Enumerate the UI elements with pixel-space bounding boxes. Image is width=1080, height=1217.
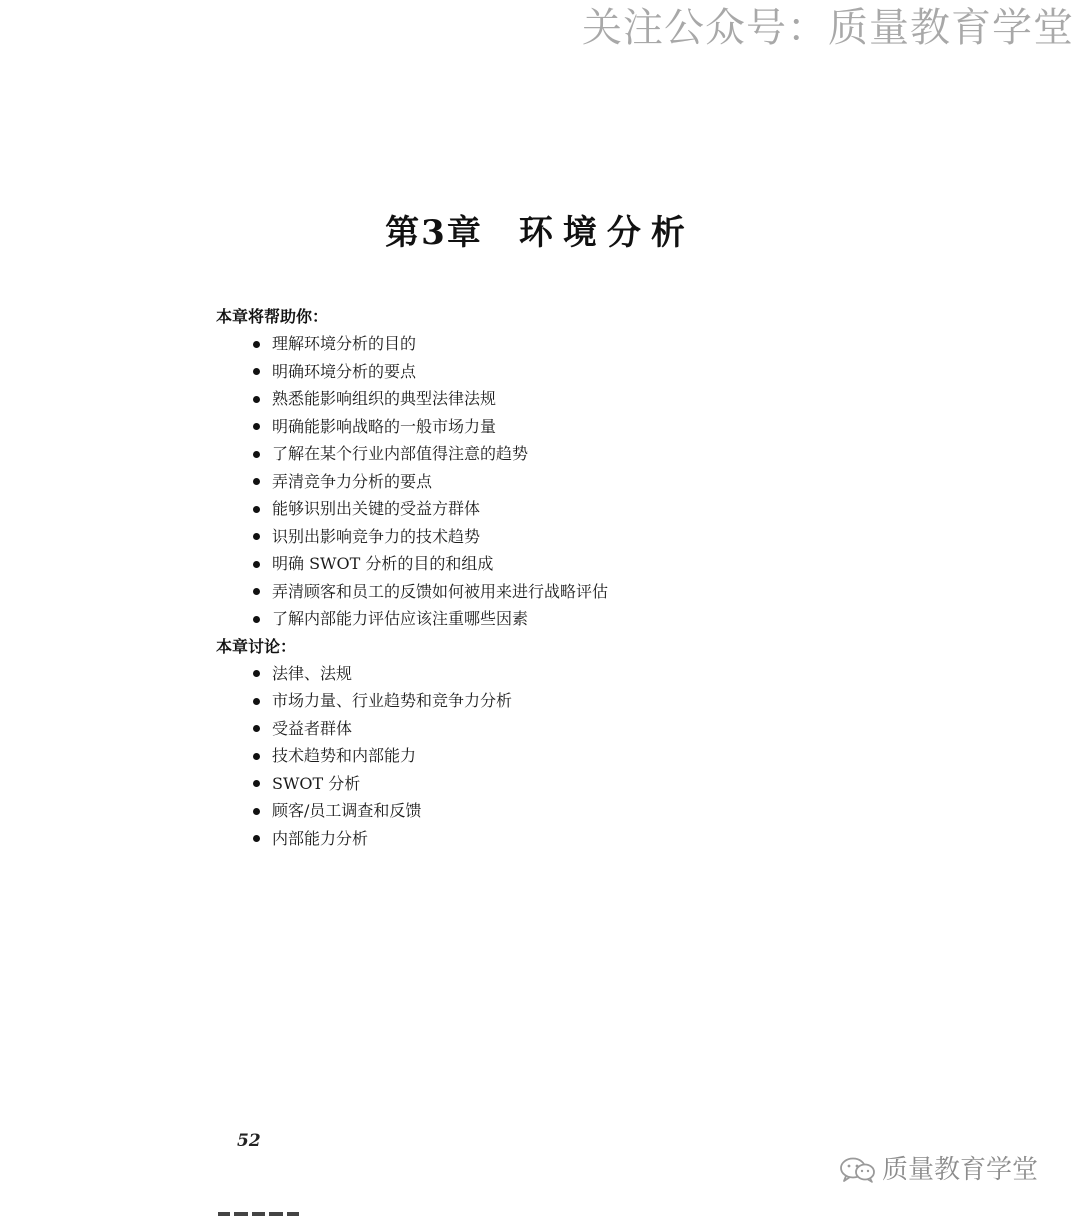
list-item-text: 能够识别出关键的受益方群体: [272, 499, 481, 518]
bullet-icon: [253, 808, 260, 815]
bullet-icon: [253, 506, 260, 513]
bullet-icon: [253, 478, 260, 485]
bullet-icon: [253, 698, 260, 705]
list-item-text: 明确 SWOT 分析的目的和组成: [272, 554, 494, 573]
list-item-text: 理解环境分析的目的: [272, 334, 417, 353]
watermark-top: 关注公众号：质量教育学堂: [582, 5, 1074, 51]
chapter-number: 第3章: [385, 213, 483, 253]
list-item: [216, 605, 856, 633]
list-item-text: SWOT 分析: [272, 773, 361, 793]
list-item-text: 法律、法规: [272, 663, 353, 683]
bullet-icon: [253, 396, 260, 403]
bullet-icon: [253, 533, 260, 540]
list-item: [216, 358, 856, 386]
section-heading-objectives: 本章将帮助你：: [216, 307, 329, 326]
list-item: [216, 495, 856, 523]
list-item-text: 受益者群体: [272, 718, 353, 738]
chapter-overview: [216, 303, 856, 852]
watermark-bottom-text: 质量教育学堂: [882, 1155, 1039, 1185]
bullet-icon: [253, 670, 260, 677]
list-item-text: 明确环境分析的要点: [272, 361, 417, 381]
chapter-name: 环境分析: [518, 213, 695, 253]
list-item: [216, 578, 856, 606]
list-item-text: 内部能力分析: [272, 828, 369, 848]
list-item: [216, 660, 856, 688]
list-item: [216, 550, 856, 578]
list-item: [216, 330, 856, 358]
list-item: [216, 797, 856, 825]
list-item: [216, 742, 856, 770]
list-item: [216, 385, 856, 413]
list-item-text: 了解内部能力评估应该注重哪些因素: [272, 609, 529, 628]
bullet-icon: [253, 423, 260, 430]
list-item: [216, 715, 856, 743]
list-item-text: 技术趋势和内部能力: [272, 746, 417, 765]
list-item: [216, 687, 856, 715]
bullet-icon: [253, 780, 260, 787]
list-item: [216, 440, 856, 468]
list-item-text: 明确能影响战略的一般市场力量: [272, 416, 497, 436]
list-item-text: 市场力量、行业趋势和竞争力分析: [272, 691, 513, 710]
wechat-icon: [838, 1155, 878, 1185]
bullet-icon: [253, 368, 260, 375]
watermark-bottom: [838, 1150, 1038, 1190]
topics-list: [216, 660, 856, 853]
list-item-text: 顾客/员工调查和反馈: [272, 801, 422, 820]
bullet-icon: [253, 725, 260, 732]
bullet-icon: [253, 341, 260, 348]
list-item-text: 弄清顾客和员工的反馈如何被用来进行战略评估: [272, 581, 609, 601]
bullet-icon: [253, 451, 260, 458]
list-item: [216, 468, 856, 496]
list-item-text: 识别出影响竞争力的技术趋势: [272, 526, 481, 546]
bullet-icon: [253, 588, 260, 595]
list-item-text: 熟悉能影响组织的典型法律法规: [272, 389, 497, 408]
list-item: [216, 523, 856, 551]
bullet-icon: [253, 835, 260, 842]
scan-artifact: [218, 1204, 318, 1217]
section-heading-topics: 本章讨论：: [216, 636, 297, 656]
bullet-icon: [253, 616, 260, 623]
list-item-text: 了解在某个行业内部值得注意的趋势: [272, 444, 529, 463]
objectives-list: [216, 330, 856, 633]
list-item: [216, 770, 856, 798]
bullet-icon: [253, 753, 260, 760]
list-item: [216, 413, 856, 441]
bullet-icon: [253, 561, 260, 568]
list-item: [216, 825, 856, 853]
page-number: 52: [237, 1131, 261, 1151]
chapter-title: [0, 208, 1080, 258]
list-item-text: 弄清竞争力分析的要点: [272, 471, 433, 491]
